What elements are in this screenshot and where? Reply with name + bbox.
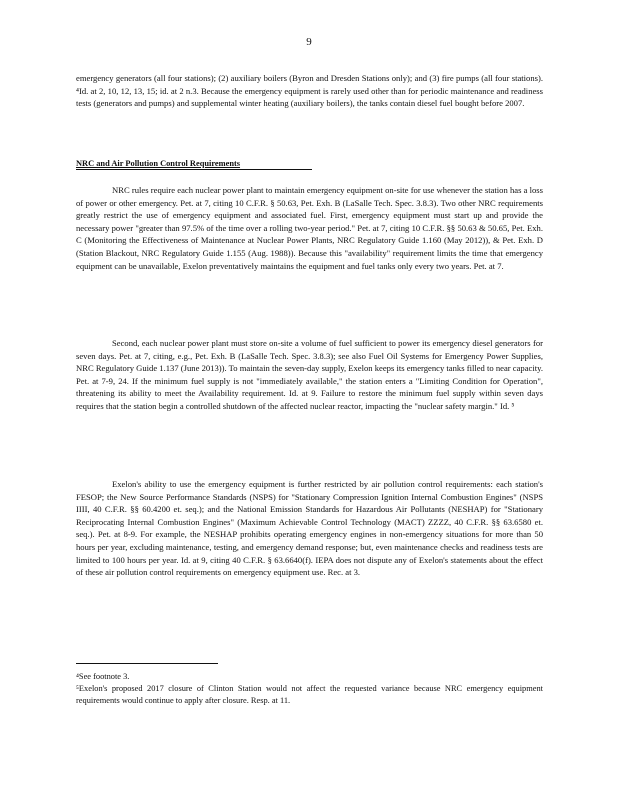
paragraph-1: NRC rules require each nuclear power plant to maintain emergency equipment on-site for use whenever the station has a loss of power or other emergency. Pet. at 7, citing 10 C.F.R. § 50.63, Pet. Exh. B (LaSalle Tech. Spec. 3.8.3). Two other NRC requirements greatly restrict the use of emergency equipment and associated fuel. First, emergency equipment must start up and provide the necessary power "greater than 97.5% of the time over a rolling two-year period." Pet. at 7, citing 10 C.F.R. §§ 50.63 & 50.65, Pet. Exh. C (Monitoring the Effectiveness of Maintenance at Nuclear Power Plants, NRC Regulatory Guide 1.160 (May 2012)), & Pet. Exh. D (Station Blackout, NRC Regulatory Guide 1.155 (Aug. 1988)). Because this "availability" requirement limits the time that emergency equipment can be unavailable, Exelon preventatively maintains the equipment and fuel tanks only every two years. Pet. at 7.	[76, 185, 543, 271]
footnote-5: ⁵Exelon's proposed 2017 closure of Clinton Station would not affect the requested variance because NRC emergency equipment requirements would continue to apply after closure. Resp. at 11.	[76, 683, 543, 705]
paragraph-0: emergency generators (all four stations); (2) auxiliary boilers (Byron and Dresden Stations only); and (3) fire pumps (all four stations). ⁴Id. at 2, 10, 12, 13, 15; id. at 2 n.3. Because the emergency equipment is rarely used other than for periodic maintenance and readiness tests (generators and pumps) and supplemental winter heating (auxiliary boilers), the tanks contain diesel fuel bought before 2007.	[76, 73, 543, 109]
footnote-separator	[76, 663, 218, 664]
footnotes	[76, 671, 543, 706]
body-paragraph-continued	[76, 72, 543, 110]
paragraph-3: Exelon's ability to use the emergency equipment is further restricted by air pollution control requirements: each station's FESOP; the New Source Performance Standards (NSPS) for "Stationary Compression Ignition Internal Combustion Engines" (NSPS IIII, 40 C.F.R. §§ 60.4200 et. seq.); and the National Emission Standards for Hazardous Air Pollutants (NESHAP) for "Stationary Reciprocating Internal Combustion Engines" (Maximum Achievable Control Technology (MACT) ZZZZ, 40 C.F.R. §§ 63.6580 et. seq.). Pet. at 8-9. For example, the NESHAP prohibits operating emergency engines in non-emergency situations for more than 50 hours per year, excluding maintenance, testing, and emergency demand response; but, even maintenance checks and readiness tests are limited to 100 hours per year. Id. at 9, citing 40 C.F.R. § 63.6640(f). IEPA does not dispute any of Exelon's statements about the effect of these air pollution control requirements on emergency equipment use. Rec. at 3.	[76, 479, 543, 578]
page-number: 9	[306, 36, 312, 48]
body-paragraph-2	[76, 337, 543, 413]
section-heading: NRC and Air Pollution Control Requirements	[76, 158, 312, 170]
footnote-4: ⁴See footnote 3.	[76, 672, 130, 681]
body-paragraph-1	[76, 184, 543, 272]
paragraph-2: Second, each nuclear power plant must store on-site a volume of fuel sufficient to power its emergency diesel generators for seven days. Pet. at 7, citing, e.g., Pet. Exh. B (LaSalle Tech. Spec. 3.8.3); see also Fuel Oil Systems for Emergency Power Supplies, NRC Regulatory Guide 1.137 (June 2013)). To maintain the seven-day supply, Exelon keeps its emergency tanks filled to near capacity. Pet. at 7-9, 24. If the minimum fuel supply is not "immediately available," the station enters a "Limiting Condition for Operation", threatening its ability to meet the Availability requirement. Id. at 9. Failure to restore the minimum fuel supply within seven days requires that the station begin a controlled shutdown of the affected nuclear reactor, impacting the "nuclear safety margin." Id. ⁵	[76, 338, 543, 411]
body-paragraph-3	[76, 478, 543, 579]
